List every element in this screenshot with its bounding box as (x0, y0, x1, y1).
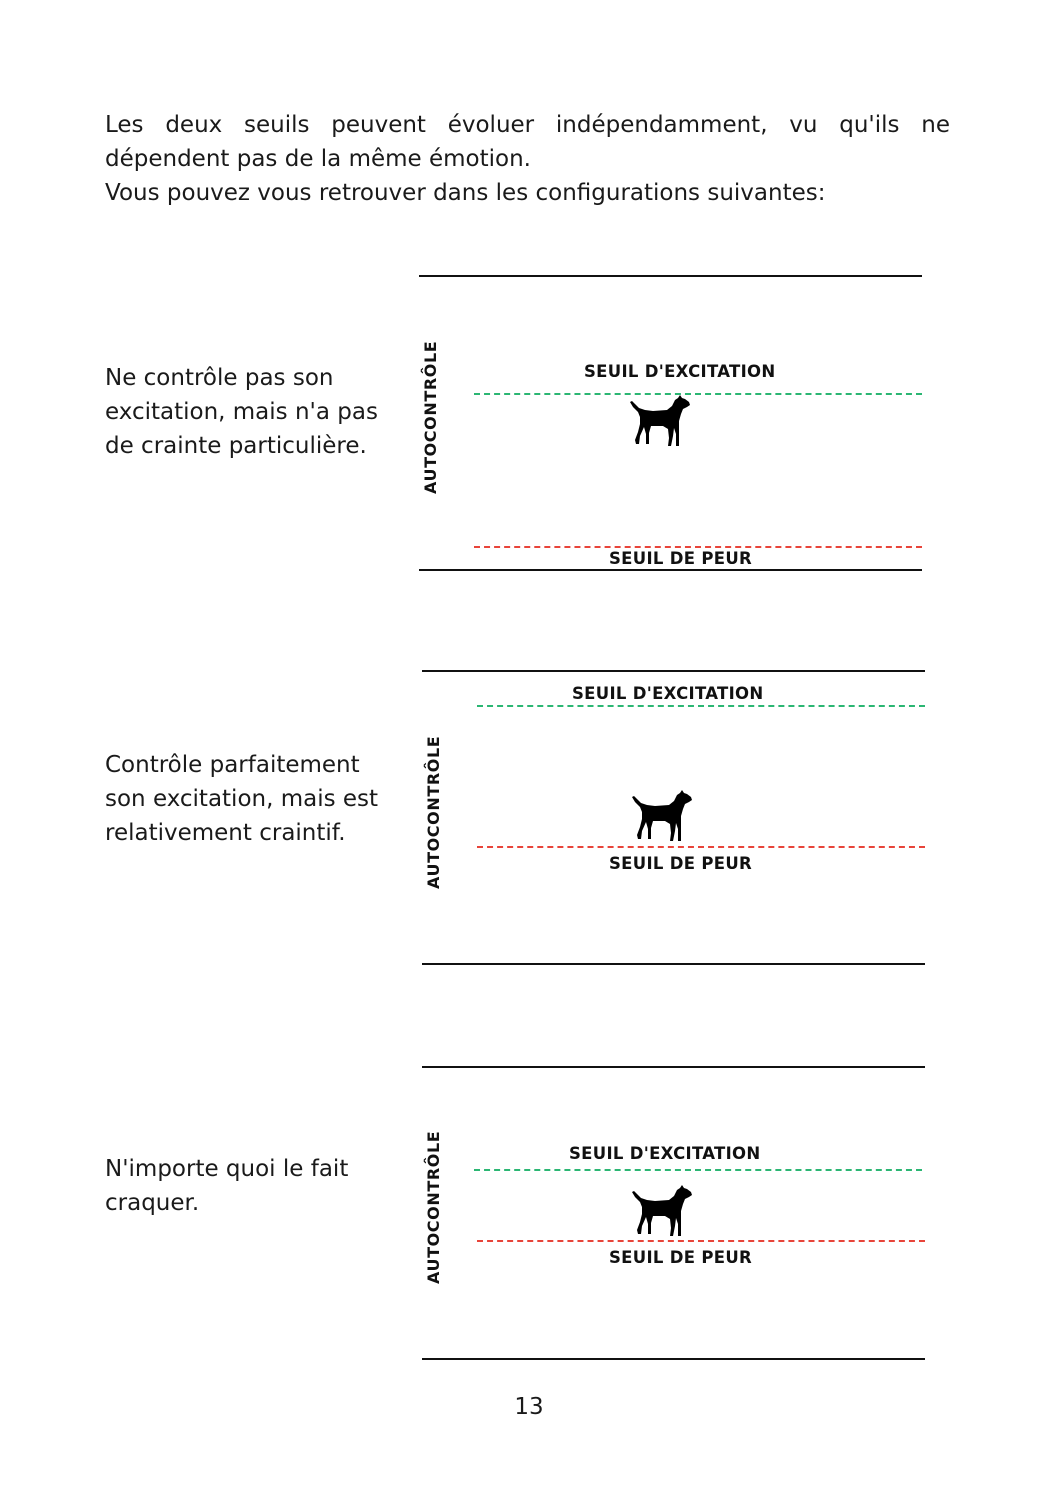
excitation-threshold-label: SEUIL D'EXCITATION (584, 362, 776, 381)
autocontrole-axis-label: AUTOCONTRÔLE (424, 1130, 443, 1284)
description-line: Contrôle parfaitement (105, 752, 360, 778)
page-number: 13 (514, 1394, 544, 1420)
autocontrole-axis-label: AUTOCONTRÔLE (421, 340, 440, 494)
description-line: son excitation, mais est (105, 786, 379, 812)
excitation-threshold-line (474, 1169, 922, 1171)
top-boundary-line (422, 1066, 925, 1068)
fear-threshold-label: SEUIL DE PEUR (609, 549, 753, 568)
excitation-threshold-label: SEUIL D'EXCITATION (569, 1144, 761, 1163)
dog-icon (629, 1184, 693, 1238)
fear-threshold-label: SEUIL DE PEUR (609, 1248, 753, 1267)
fear-threshold-line (477, 1240, 925, 1242)
description-line: Ne contrôle pas son (105, 365, 334, 391)
autocontrole-axis-label: AUTOCONTRÔLE (424, 735, 443, 889)
description-line: relativement craintif. (105, 820, 346, 846)
description-line: de crainte particulière. (105, 433, 367, 459)
intro-line-2: dépendent pas de la même émotion. (105, 146, 531, 172)
intro-line-1: Les deux seuils peuvent évoluer indépendamment, vu qu'ils ne (105, 112, 950, 138)
description-line: craquer. (105, 1190, 200, 1216)
description-line: excitation, mais n'a pas (105, 399, 378, 425)
description-line: N'importe quoi le fait (105, 1156, 349, 1182)
excitation-threshold-label: SEUIL D'EXCITATION (572, 684, 764, 703)
bottom-boundary-line (422, 1358, 925, 1360)
intro-line-3: Vous pouvez vous retrouver dans les configurations suivantes: (105, 180, 826, 206)
fear-threshold-label: SEUIL DE PEUR (609, 854, 753, 873)
